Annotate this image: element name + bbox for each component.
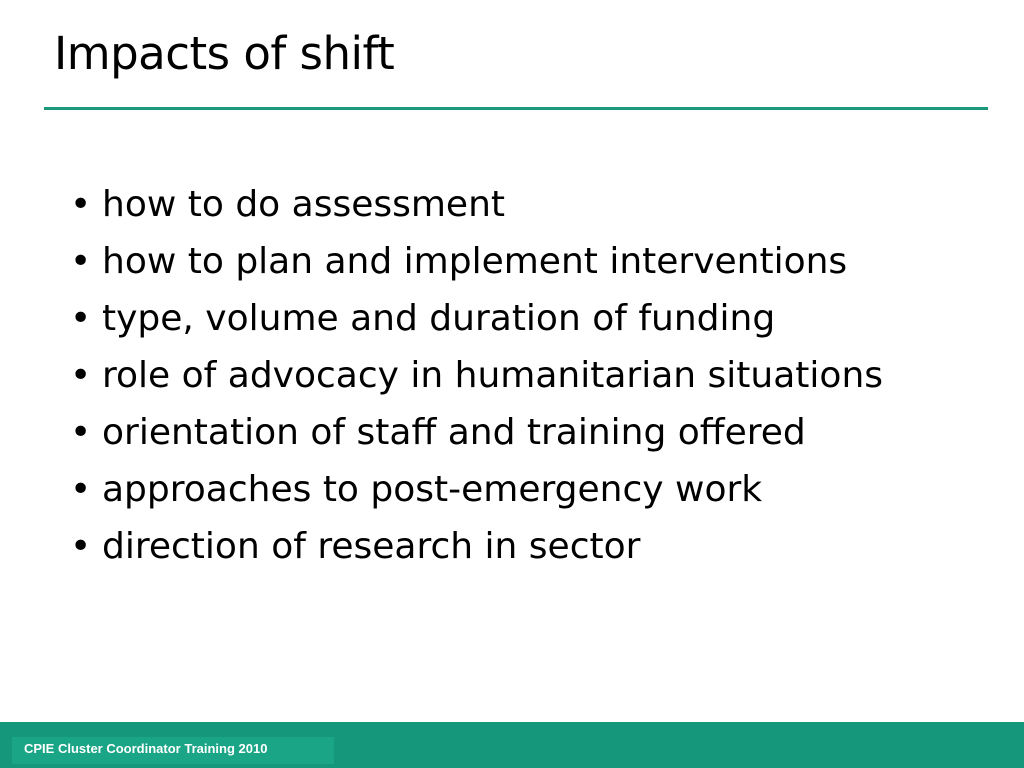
bullet-icon: • <box>70 469 92 510</box>
bullet-item <box>70 298 970 340</box>
bullet-text: orientation of staff and training offered <box>102 412 806 453</box>
title-divider <box>44 107 988 110</box>
bullet-text: how to do assessment <box>102 184 506 225</box>
bullet-text: type, volume and duration of funding <box>102 298 776 339</box>
bullet-text: direction of research in sector <box>102 526 641 567</box>
bullet-icon: • <box>70 298 92 339</box>
bullet-text: role of advocacy in humanitarian situations <box>102 355 884 396</box>
footer-text: CPIE Cluster Coordinator Training 2010 <box>24 741 268 756</box>
bullet-icon: • <box>70 526 92 567</box>
bullet-icon: • <box>70 355 92 396</box>
bullet-item <box>70 526 970 568</box>
bullet-item <box>70 469 970 511</box>
bullet-text: how to plan and implement interventions <box>102 241 848 282</box>
slide-title: Impacts of shift <box>54 27 395 80</box>
bullet-item <box>70 355 970 397</box>
bullet-list <box>70 184 970 583</box>
bullet-item <box>70 412 970 454</box>
bullet-icon: • <box>70 184 92 225</box>
bullet-item <box>70 241 970 283</box>
bullet-item <box>70 184 970 226</box>
bullet-text: approaches to post-emergency work <box>102 469 763 510</box>
bullet-icon: • <box>70 412 92 453</box>
bullet-icon: • <box>70 241 92 282</box>
